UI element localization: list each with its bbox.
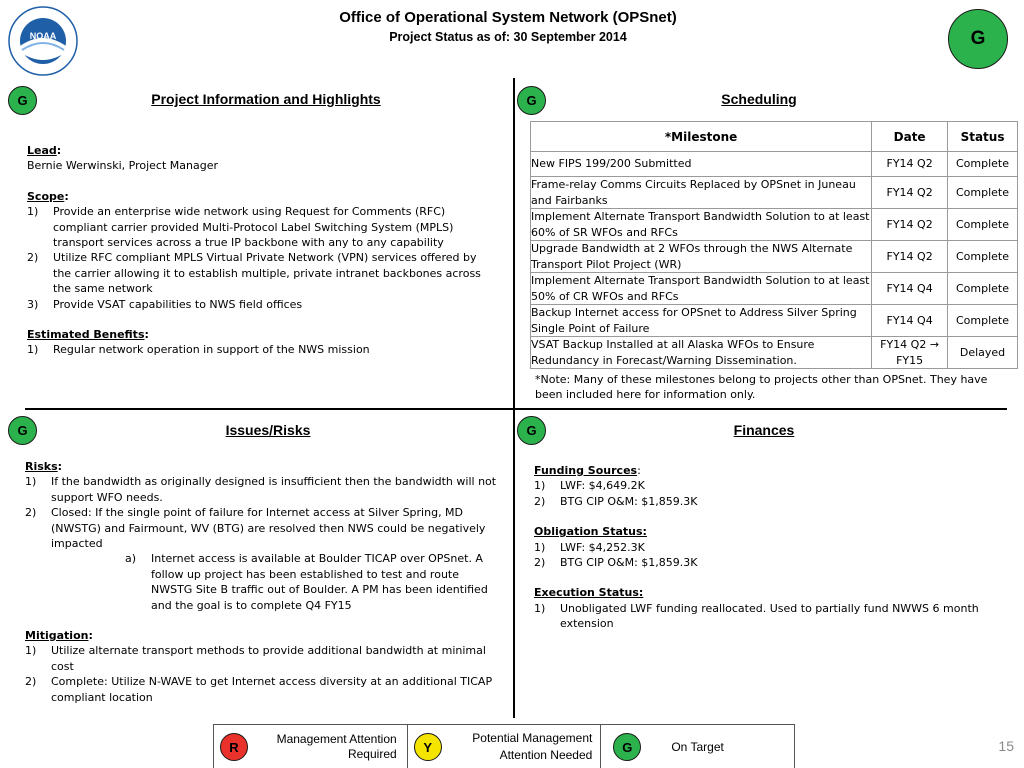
- legend-yellow-label: Potential Management Attention Needed: [472, 731, 593, 762]
- obligation-item: 2) BTG CIP O&M: $1,859.3K: [534, 556, 698, 570]
- benefits-item: 1) Regular network operation in support of the NWS mission: [27, 343, 370, 357]
- execution-item: 1) Unobligated LWF funding reallocated. Used to partially fund NWWS 6 month extension: [534, 601, 979, 631]
- risk-sub-item: a) Internet access is available at Boulder TICAP over OPSnet. A follow up project has been established to test and route NWSTG Site B traffic out of Boulder. A PM has been identified and the goal is to complete Q4 FY15: [125, 552, 488, 612]
- legend-yellow: [408, 725, 602, 768]
- scope-item: 2) Utilize RFC compliant MPLS Virtual Private Network (VPN) services offered by the carrier allowing it to establish multiple, private intranet backbones across the same network: [27, 251, 481, 296]
- legend-green-badge: G: [613, 733, 641, 761]
- table-row: New FIPS 199/200 Submitted FY14 Q2 Complete: [531, 152, 1018, 177]
- col-header-milestone: *Milestone: [531, 122, 872, 152]
- table-row: Backup Internet access for OPSnet to Address Silver Spring Single Point of Failure FY14 Q4 Complete: [531, 305, 1018, 337]
- mitigation-label: Mitigation: [25, 629, 89, 643]
- noaa-logo: [8, 6, 78, 76]
- col-header-date: Date: [872, 122, 948, 152]
- issues-body: Risks: 1) If the bandwidth as originally designed is insufficient then the bandwidth will not support WFO needs. 2) Closed: If the single point of failure for Internet access at Silver Spring, MD (NWSTG) and Fairmount, WV (BTG) are resolved then NWS could be negatively impacted a) Internet access is available at Boulder TICAP over OPSnet. A follow up project has been established to test and route NWSTG Site B traffic out of Boulder. A PM has been identified and the goal is to complete Q4 FY15 Mitigation: 1) Utilize alternate transport methods to provide additional bandwidth at minimal cost 2) Complete: Utilize N-WAVE to get Internet access diversity at an additional TICAP compliant location: [25, 459, 500, 705]
- vertical-divider: [513, 78, 515, 718]
- table-row: VSAT Backup Installed at all Alaska WFOs to Ensure Redundancy in Forecast/Warning Dissemination. FY14 Q2 → FY15 Delayed: [531, 337, 1018, 369]
- page-number: 15: [998, 738, 1014, 754]
- lead-value: Bernie Werwinski, Project Manager: [27, 159, 218, 173]
- page-subtitle: Project Status as of: 30 September 2014: [389, 30, 627, 44]
- obligation-item: 1) LWF: $4,252.3K: [534, 540, 645, 554]
- project-info-title: Project Information and Highlights: [151, 91, 381, 107]
- execution-label: Execution Status:: [534, 586, 644, 600]
- milestone-table: [530, 121, 1018, 369]
- col-header-status: Status: [948, 122, 1018, 152]
- legend-red: [214, 725, 408, 768]
- lead-label: Lead: [27, 144, 57, 157]
- legend-green: [601, 725, 794, 768]
- finances-body: Funding Sources: 1) LWF: $4,649.2K 2) BTG CIP O&M: $1,859.3K Obligation Status: 1) LWF: $4,252.3K 2) BTG CIP O&M: $1,859.3K Execution Status: 1) Unobligated LWF funding reallocated. Used to partially fund NWWS 6 month extension: [534, 463, 984, 632]
- table-row: Implement Alternate Transport Bandwidth Solution to at least 60% of SR WFOs and RFCs FY14 Q2 Complete: [531, 209, 1018, 241]
- funding-item: 1) LWF: $4,649.2K: [534, 479, 645, 493]
- legend-green-label: On Target: [671, 740, 724, 754]
- risk-item: 1) If the bandwidth as originally designed is insufficient then the bandwidth will not support WFO needs.: [25, 475, 497, 504]
- risks-label: Risks: [25, 460, 58, 473]
- project-info-status-badge: G: [8, 86, 37, 115]
- page-title: Office of Operational System Network (OPSnet): [339, 9, 677, 26]
- scheduling-note: *Note: Many of these milestones belong to projects other than OPSnet. They have been included here for information only.: [535, 373, 988, 402]
- overall-status-badge: G: [948, 9, 1008, 69]
- obligation-label: Obligation Status:: [534, 525, 647, 539]
- benefits-label: Estimated Benefits: [27, 328, 145, 342]
- legend-red-badge: R: [220, 733, 248, 761]
- mitigation-item: 1) Utilize alternate transport methods to provide additional bandwidth at minimal cost: [25, 644, 486, 673]
- project-info-body: Lead: Bernie Werwinski, Project Manager Scope: 1) Provide an enterprise wide network using Request for Comments (RFC) compliant carrier provided Multi-Protocol Label Switching System (MPLS) transport services across a true IP backbone with any to any capability 2) Utilize RFC compliant MPLS Virtual Private Network (VPN) services offered by the carrier allowing it to establish multiple, private intranet backbones across the same network 3) Provide VSAT capabilities to NWS field offices Estimated Benefits: 1) Regular network operation in support of the NWS mission: [27, 143, 493, 358]
- finances-status-badge: G: [517, 416, 546, 445]
- svg-text:NOAA: NOAA: [29, 31, 57, 41]
- issues-status-badge: G: [8, 416, 37, 445]
- funding-label: Funding Sources: [534, 464, 638, 477]
- mitigation-item: 2) Complete: Utilize N-WAVE to get Internet access diversity at an additional TICAP compliant location: [25, 675, 493, 704]
- table-row: Upgrade Bandwidth at 2 WFOs through the NWS Alternate Transport Pilot Project (WR) FY14 Q2 Complete: [531, 241, 1018, 273]
- scheduling-status-badge: G: [517, 86, 546, 115]
- table-row: Frame-relay Comms Circuits Replaced by OPSnet in Juneau and Fairbanks FY14 Q2 Complete: [531, 177, 1018, 209]
- funding-item: 2) BTG CIP O&M: $1,859.3K: [534, 494, 698, 508]
- scope-label: Scope: [27, 189, 65, 203]
- noaa-logo-icon: [8, 6, 78, 76]
- table-row: Implement Alternate Transport Bandwidth Solution to at least 50% of CR WFOs and RFCs FY14 Q4 Complete: [531, 273, 1018, 305]
- scheduling-title: Scheduling: [721, 91, 797, 107]
- table-header-row: [531, 122, 1018, 152]
- legend-yellow-badge: Y: [414, 733, 442, 761]
- scope-item: 1) Provide an enterprise wide network using Request for Comments (RFC) compliant carrier provided Multi-Protocol Label Switching System (MPLS) transport services across a true IP backbone with any to any capability: [27, 205, 454, 250]
- legend-red-label: Management Attention Required: [276, 732, 397, 761]
- horizontal-divider: [25, 408, 1007, 410]
- scope-item: 3) Provide VSAT capabilities to NWS field offices: [27, 297, 303, 311]
- finances-title: Finances: [733, 422, 795, 438]
- status-legend: [213, 724, 795, 768]
- issues-title: Issues/Risks: [225, 422, 311, 438]
- risk-item: 2) Closed: If the single point of failure for Internet access at Silver Spring, MD (NWSTG) and Fairmount, WV (BTG) are resolved then NWS could be negatively impacted: [25, 506, 486, 551]
